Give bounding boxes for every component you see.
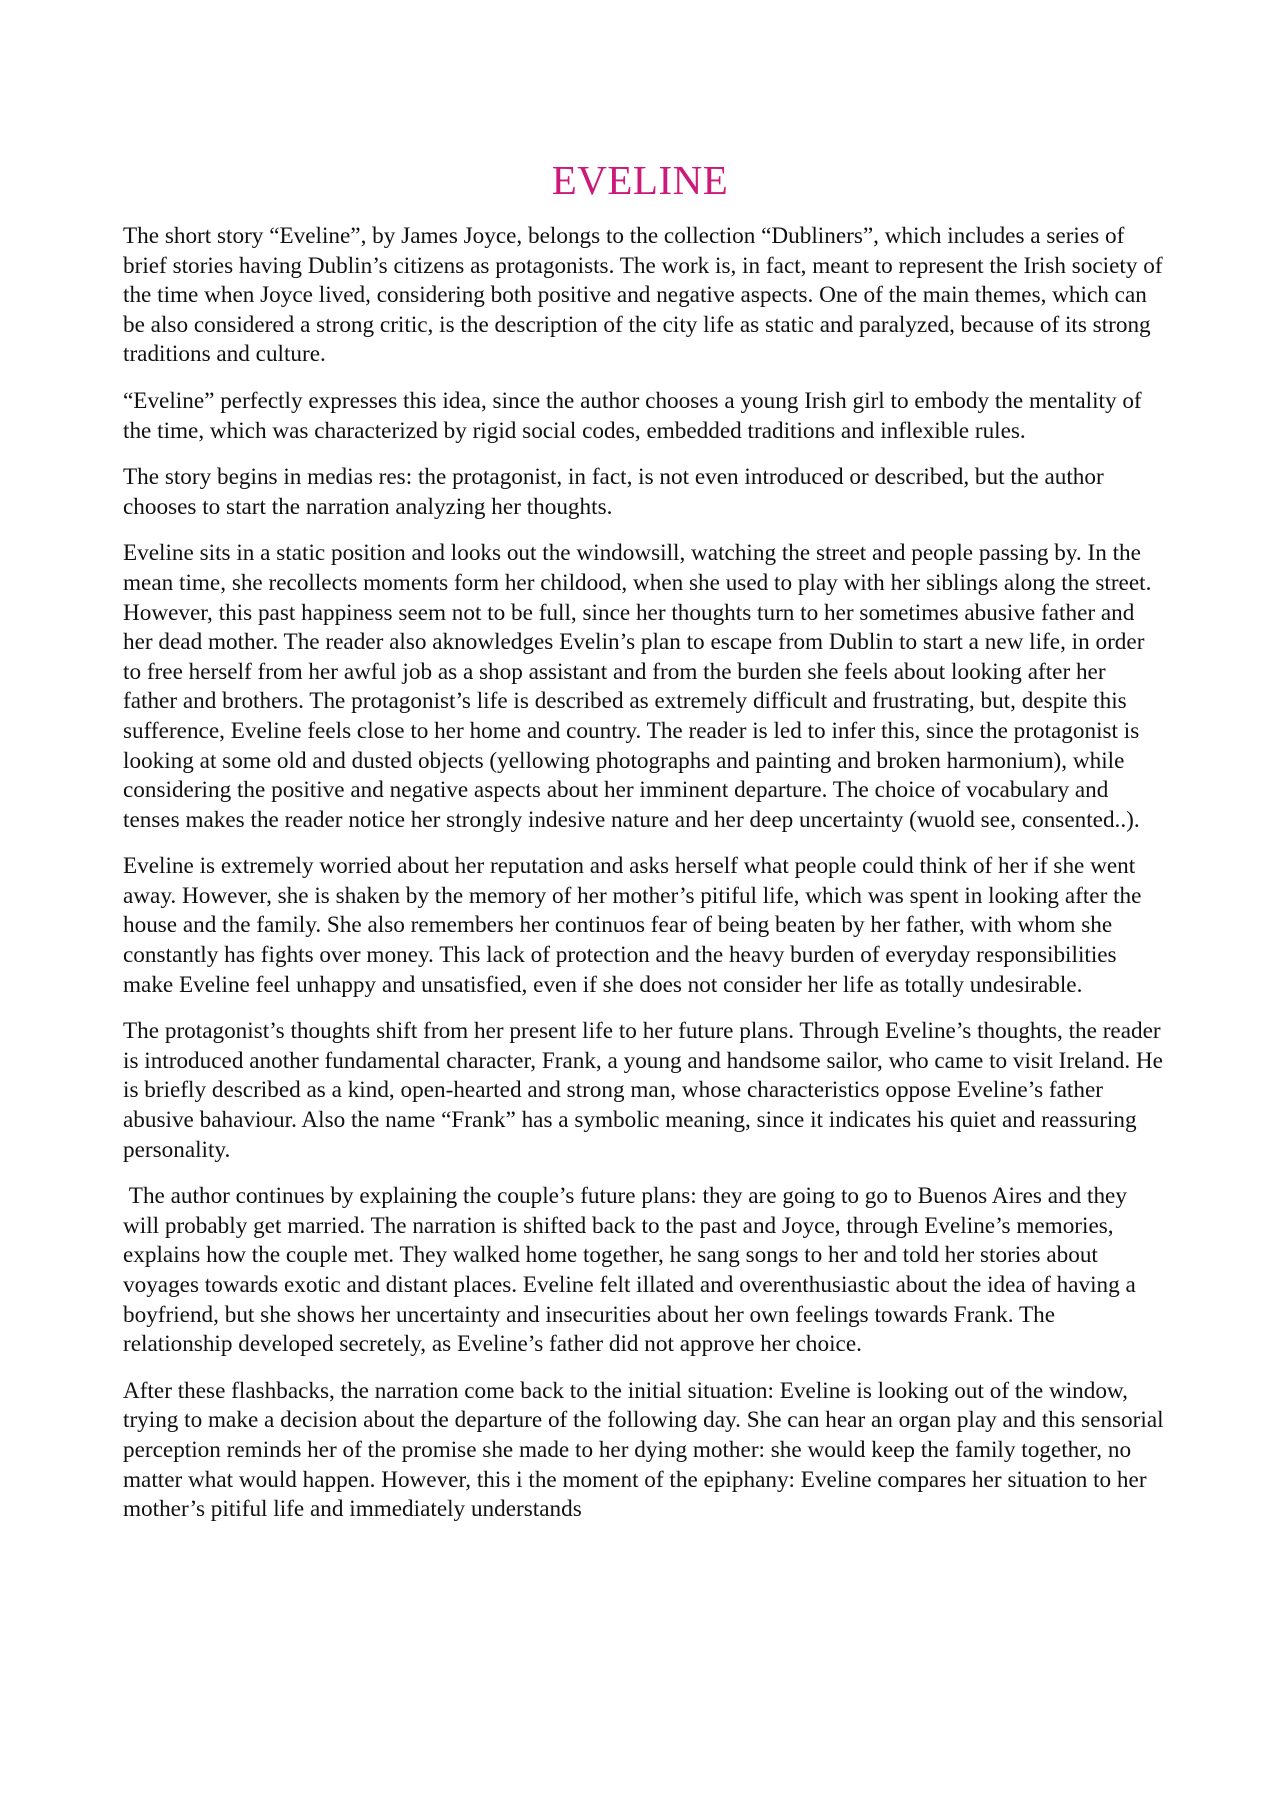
document-body xyxy=(123,222,1165,1542)
paragraph-5: Eveline is extremely worried about her reputation and asks herself what people could think of her if she went away. However, she is shaken by the memory of her mother’s pitiful life, which was spent in looking after the house and the family. She also remembers her continuos fear of being beaten by her father, with whom she constantly has fights over money. This lack of protection and the heavy burden of everyday responsibilities make Eveline feel unhappy and unsatisfied, even if she does not consider her life as totally undesirable. xyxy=(123,853,1142,998)
paragraph-3: The story begins in medias res: the protagonist, in fact, is not even introduced or described, but the author chooses to start the narration analyzing her thoughts. xyxy=(123,464,1104,520)
paragraph-4: Eveline sits in a static position and looks out the windowsill, watching the street and people passing by. In the mean time, she recollects moments form her childood, when she used to play with her siblings along the street. However, this past happiness seem not to be full, since her thoughts turn to her sometimes abusive father and her dead mother. The reader also aknowledges Evelin’s plan to escape from Dublin to start a new life, in order to free herself from her awful job as a shop assistant and from the burden she feels about looking after her father and brothers. The protagonist’s life is described as extremely difficult and frustrating, but, despite this sufference, Eveline feels close to her home and country. The reader is led to infer this, since the protagonist is looking at some old and dusted objects (yellowing photographs and painting and broken harmonium), while considering the positive and negative aspects about her imminent departure. The choice of vocabulary and tenses makes the reader notice her strongly indesive nature and her deep uncertainty (wuold see, consented..). xyxy=(123,540,1152,833)
paragraph-2: “Eveline” perfectly expresses this idea, since the author chooses a young Irish girl to embody the mentality of the time, which was characterized by rigid social codes, embedded traditions and inflexible rules. xyxy=(123,387,1142,444)
paragraph-7: The author continues by explaining the couple’s future plans: they are going to go to Buenos Aires and they will probably get married. The narration is shifted back to the past and Joyce, through Eveline’s memories, explains how the couple met. They walked home together, he sang songs to her and told her stories about voyages towards exotic and distant places. Eveline felt illated and overenthusiastic about the idea of having a boyfriend, but she shows her uncertainty and insecurities about her own feelings towards Frank. The relationship developed secretely, as Eveline’s father did not approve her choice. xyxy=(123,1183,1142,1358)
paragraph-8: After these flashbacks, the narration come back to the initial situation: Eveline is looking out of the window, trying to make a decision about the departure of the following day. She can hear an organ play and this sensorial perception reminds her of the promise she made to her dying mother: she would keep the family together, no matter what would happen. However, this i the moment of the epiphany: Eveline compares her situation to her mother’s pitiful life and immediately understands xyxy=(123,1377,1164,1523)
paragraph-1: The short story “Eveline”, by James Joyce, belongs to the collection “Dubliners”, which includes a series of brief stories having Dublin’s citizens as protagonists. The work is, in fact, meant to represent the Irish society of the time when Joyce lived, considering both positive and negative aspects. One of the main themes, which can be also considered a strong critic, is the description of the city life as static and paralyzed, because of its strong traditions and culture. xyxy=(123,223,1163,368)
document-title: EVELINE xyxy=(551,157,729,203)
paragraph-6: The protagonist’s thoughts shift from her present life to her future plans. Through Eveline’s thoughts, the reader is introduced another fundamental character, Frank, a young and handsome sailor, who came to visit Ireland. He is briefly described as a kind, open-hearted and strong man, whose characteristics oppose Eveline’s father abusive bahaviour. Also the name “Frank” has a symbolic meaning, since it indicates his quiet and reassuring personality. xyxy=(123,1018,1163,1163)
